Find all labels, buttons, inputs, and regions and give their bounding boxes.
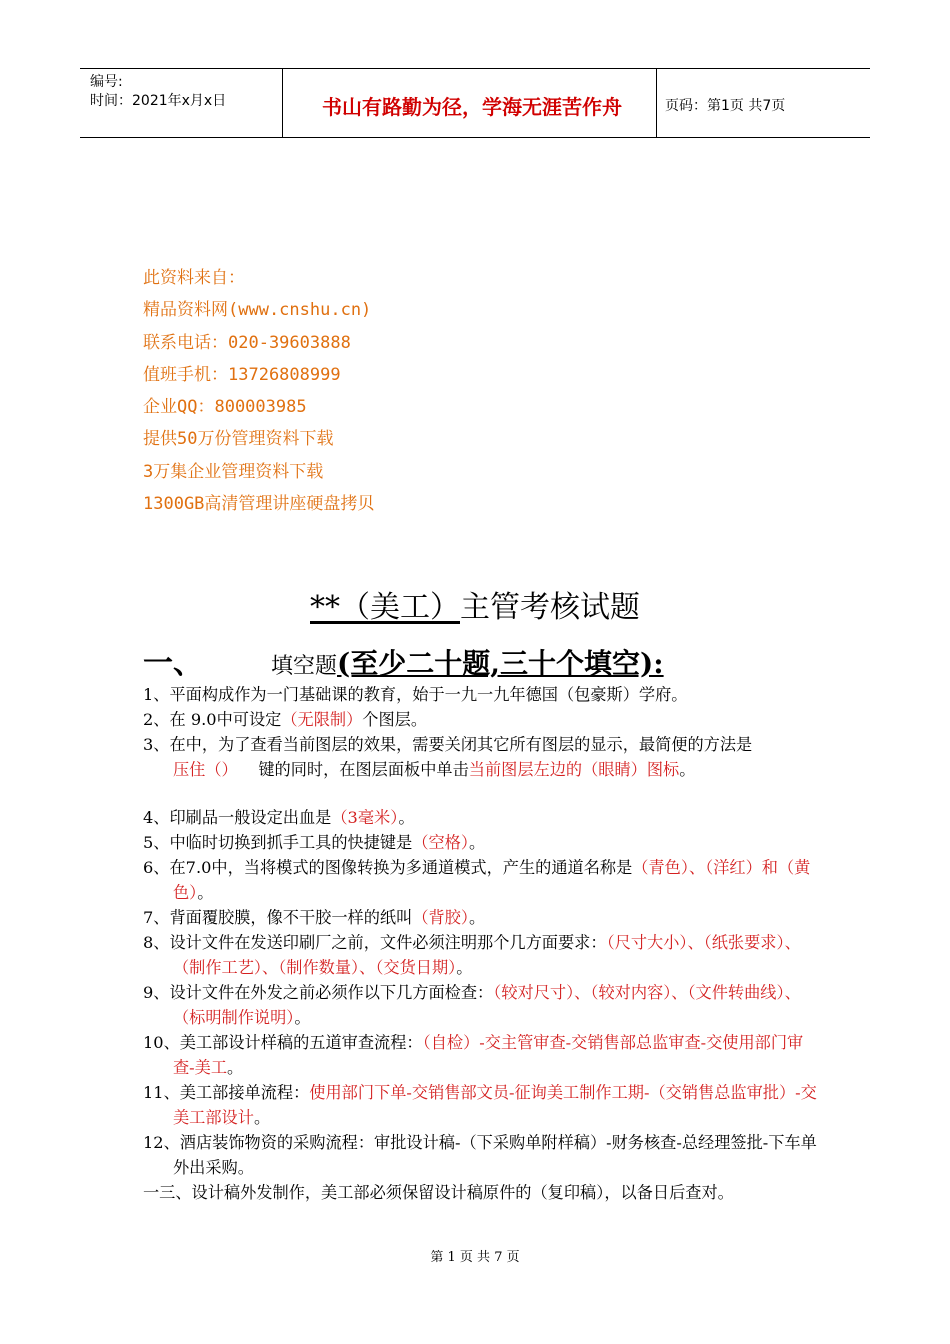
question-text: 。	[468, 833, 486, 852]
source-line: 1300GB高清管理讲座硬盘拷贝	[143, 494, 375, 515]
question-3	[143, 732, 823, 782]
question-text: 3、在中，为了查看当前图层的效果，需要关闭其它所有图层的显示，最简便的方法是	[143, 735, 753, 754]
question-text: 10、美工部设计样稿的五道审查流程：	[143, 1033, 423, 1052]
question-9	[143, 980, 823, 1030]
question-text: 9、设计文件在外发之前必须作以下几方面检查：	[143, 983, 494, 1002]
source-line: 提供50万份管理资料下载	[143, 429, 334, 450]
section-label: 填空题	[271, 654, 338, 679]
source-info-block	[143, 262, 374, 520]
header-divider	[282, 69, 283, 137]
section-number: 一、	[143, 646, 203, 681]
question-6	[143, 855, 823, 905]
question-text: 。	[456, 958, 473, 977]
answer-text: 当前图层左边的（眼睛）图标	[468, 760, 680, 779]
question-text: 个图层。	[362, 710, 428, 729]
question-text: 。	[468, 908, 486, 927]
number-label: 编号:	[90, 74, 123, 90]
source-line: 此资料来自：	[143, 268, 245, 288]
question-text: 。	[398, 808, 415, 827]
question-text: 4、印刷品一般设定出血是	[143, 808, 332, 827]
answer-text: （青色）、（洋红）和（黄色）	[173, 858, 811, 902]
question-text: 7、背面覆胶膜，像不干胶一样的纸叫	[143, 908, 413, 927]
question-text: 5、中临时切换到抓手工具的快捷键是	[143, 833, 413, 852]
source-line: 联系电话：020-39603888	[143, 332, 351, 353]
question-text: 。	[227, 1058, 244, 1077]
answer-text: 使用部门下单-交销售部文员-征询美工制作工期-（交销售总监审批）-交美工部设计	[173, 1083, 817, 1127]
question-text: 。	[679, 760, 696, 779]
answer-text: （较对尺寸）、（较对内容）、（文件转曲线）、（标明制作说明）	[173, 983, 801, 1027]
question-2	[143, 707, 823, 732]
question-1	[143, 682, 823, 707]
source-line: 企业QQ：800003985	[143, 397, 307, 418]
answer-text: （背胶）	[412, 908, 469, 927]
header-page-info: 页码：第1页 共7页	[665, 98, 786, 114]
question-5	[143, 830, 823, 855]
answer-text: 压住（）	[173, 760, 259, 779]
answer-text: （空格）	[412, 833, 469, 852]
question-text: 6、在7.0中，当将模式的图像转换为多通道模式，产生的通道名称是	[143, 858, 633, 877]
question-12	[143, 1130, 823, 1180]
question-11	[143, 1080, 823, 1130]
source-line: 精品资料网(www.cnshu.cn)	[143, 300, 372, 321]
question-text: 。	[197, 883, 214, 902]
answer-text: （自检）-交主管审查-交销售部总监审查-交使用部门审查-美工	[173, 1033, 804, 1077]
answer-text: （无限制）	[281, 710, 363, 729]
question-text: 键的同时，在图层面板中单击	[258, 760, 469, 779]
question-8	[143, 930, 823, 980]
question-10	[143, 1030, 823, 1080]
section-heading	[143, 638, 664, 682]
question-4	[143, 805, 823, 830]
question-13	[143, 1180, 823, 1205]
document-title	[0, 582, 950, 626]
header-left-cell	[90, 73, 226, 111]
question-text: 11、美工部接单流程：	[143, 1083, 310, 1102]
source-line: 值班手机：13726808999	[143, 364, 341, 385]
page-footer: 第 1 页 共 7 页	[430, 1250, 520, 1265]
section-note: (至少二十题,三十个填空):	[337, 647, 664, 680]
question-text: 1、平面构成作为一门基础课的教育，始于一九一九年德国（包豪斯）学府。	[143, 685, 688, 704]
question-text: 。	[294, 1008, 311, 1027]
question-text: 8、设计文件在发送印刷厂之前，文件必须注明那个几方面要求：	[143, 933, 607, 952]
question-7	[143, 905, 823, 930]
question-text: 一三、设计稿外发制作，美工部必须保留设计稿原件的（复印稿），以备日后查对。	[143, 1183, 734, 1202]
question-text: 2、在 9.0中可设定	[143, 710, 282, 729]
header-table	[80, 68, 870, 138]
title-rest: 主管考核试题	[460, 590, 640, 625]
title-underlined: **（美工）	[310, 590, 460, 625]
question-text: 。	[253, 1108, 271, 1127]
header-motto: 书山有路勤为径，学海无涯苦作舟	[322, 95, 622, 119]
time-label: 时间：2021年x月x日	[90, 93, 227, 109]
question-text: 12、酒店装饰物资的采购流程：审批设计稿-（下采购单附样稿）-财务核查-总经理签批-下车单外出采购。	[143, 1133, 817, 1177]
source-line: 3万集企业管理资料下载	[143, 461, 324, 482]
answer-text: （尺寸大小）、（纸张要求）、（制作工艺）、（制作数量）、（交货日期）	[173, 933, 801, 977]
answer-text: （3毫米）	[331, 808, 399, 827]
header-divider	[656, 69, 657, 137]
